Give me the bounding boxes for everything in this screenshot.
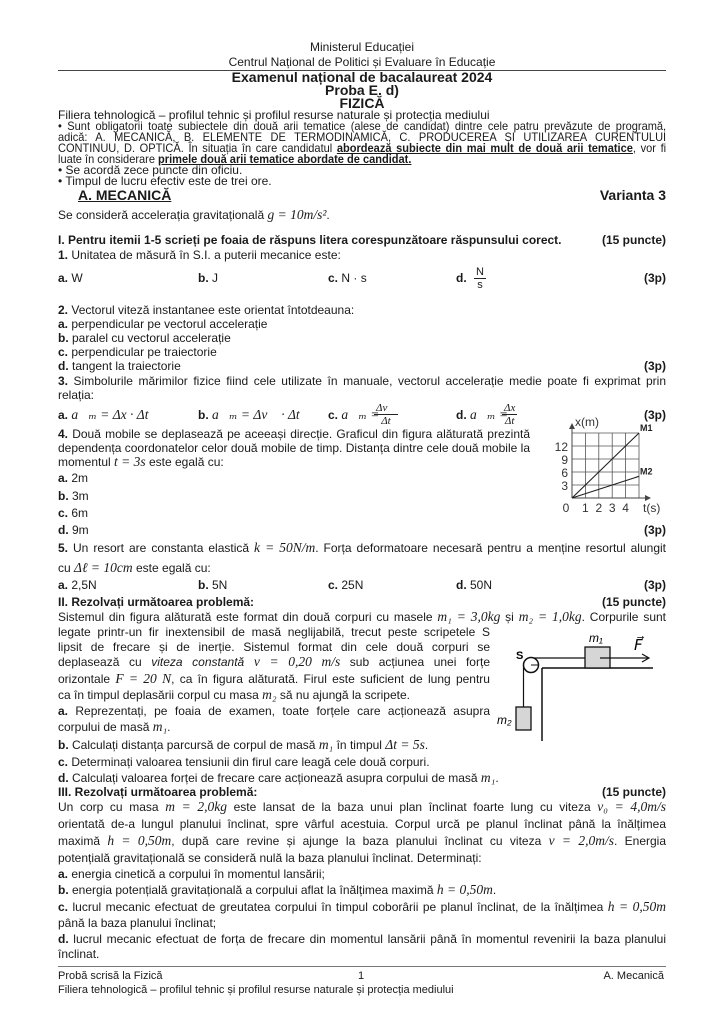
p3-item-b	[58, 883, 666, 897]
text: în timpul	[333, 738, 386, 752]
p3-line: potențială gravitațională se consideră nulă la baza planului înclinat. Determinați:	[58, 851, 482, 865]
q5-line	[58, 561, 666, 575]
title: III. Rezolvați următoarea problemă:	[58, 785, 258, 799]
p2-item-c	[58, 755, 666, 769]
opt-letter: b.	[198, 408, 209, 422]
points: (3p)	[644, 359, 666, 373]
formula: h = 0,50m	[107, 833, 172, 848]
text: energia potențială gravitațională a corpului aflat la înălțimea maximă	[68, 883, 437, 897]
formula: a⃗ₘ = Δv⃗ · Δt	[212, 407, 300, 422]
formula: t = 3s	[114, 454, 146, 469]
exam-title: Examenul național de bacalaureat 2024	[231, 69, 493, 85]
footer-right: A. Mecanică	[603, 970, 664, 982]
p3-line: orientată de-a lungul planului înclinat, spre vârful acestuia. Corpul urcă pe planul înclinat până la înălțimea	[58, 817, 666, 831]
text: lucrul mecanic efectuat de forța de frecare din momentul lansării până în momentul revenirii la baza planului	[68, 932, 666, 946]
opt-text: 6m	[68, 506, 89, 520]
x-tick-label: 0	[562, 501, 570, 515]
text: Reprezentați, pe foaia de examen, toate forțele care acționează asupra	[68, 704, 490, 718]
q5	[58, 541, 666, 555]
points: (15 puncte)	[601, 785, 666, 799]
formula: k = 50N/m	[254, 540, 316, 555]
footer-left: Probă scrisă la Fizică	[58, 970, 163, 982]
item-letter: a.	[58, 704, 69, 718]
item-letter: c.	[58, 900, 69, 914]
formula: m₁	[480, 770, 496, 785]
formula: Δℓ = 10cm	[74, 560, 133, 575]
p3-item-a	[58, 867, 666, 881]
y-tick-label: 3	[561, 479, 568, 493]
footer-rule	[58, 966, 666, 967]
text: deplasează cu	[58, 655, 152, 669]
denominator: Δt	[504, 415, 515, 427]
opt-letter: b.	[198, 271, 209, 285]
opt-letter: d.	[456, 578, 467, 592]
formula: m₂	[262, 687, 277, 702]
q-text: Vectorul viteză instantanee este orientat întotdeauna:	[68, 303, 355, 317]
formula: m₁	[318, 737, 334, 752]
text: .	[326, 208, 330, 222]
denominator: Δt	[381, 415, 391, 427]
formula: a⃗ₘ =	[341, 407, 380, 422]
q-text: Două mobile se deplasează pe aceeași direcție. Graficul din figura alăturată prezintă	[68, 427, 530, 441]
opt-letter: a.	[58, 578, 69, 592]
numerator: Δv⃗	[376, 402, 396, 414]
opt-letter: d.	[456, 408, 467, 422]
p2-item-a	[58, 704, 490, 718]
opt-text: 9m	[68, 523, 89, 537]
item-letter: d.	[58, 932, 69, 946]
text: Un resort are constanta elastică	[68, 541, 255, 555]
text: Un corp cu masa	[58, 800, 166, 814]
title: I. Pentru itemii 1-5 scrieți pe foaia de răspuns litera corespunzătoare răspunsului corect.	[58, 233, 562, 247]
emphasis: abordează subiecte din mai mult de două arii tematice	[336, 141, 633, 155]
text: Calculați valoarea forței de frecare care acționează asupra corpului de masă	[68, 771, 481, 785]
opt-letter: b.	[198, 578, 209, 592]
opt-text: 25N	[338, 578, 364, 592]
p3-line	[58, 800, 666, 814]
q-num: 4.	[58, 427, 69, 441]
emphasis: viteza constantă	[151, 655, 245, 669]
points: (3p)	[644, 408, 666, 422]
p3-item-d-cont: înclinat.	[58, 947, 100, 961]
x-tick-label: 2	[595, 501, 603, 515]
text: , vor fi	[632, 141, 667, 155]
text: .	[492, 883, 497, 897]
legend-label-m2: M2	[640, 466, 653, 477]
opt-letter: c.	[328, 408, 339, 422]
p3-item-c-cont: până la baza planului înclinat;	[58, 916, 217, 930]
opt-text: N · s	[341, 271, 367, 285]
points: (3p)	[644, 578, 666, 592]
q5-options	[58, 578, 666, 592]
text: . Corpurile sunt	[581, 610, 667, 624]
opt-letter: c.	[58, 506, 69, 520]
opt-letter: d.	[456, 271, 467, 285]
points: (3p)	[644, 523, 666, 537]
text: este egală cu:	[145, 455, 224, 469]
points: (3p)	[644, 271, 666, 285]
text: lucrul mecanic efectuat de greutatea corpului în timpul coborârii pe planul înclinat, de la înălțimea	[68, 900, 608, 914]
filiera: Filiera tehnologică – profilul tehnic și profilul resurse naturale și protecția mediului	[58, 108, 490, 122]
text: sub acțiunea unei forțe	[340, 655, 490, 669]
opt-text: 50N	[466, 578, 493, 592]
formula: Δt = 5s	[385, 737, 425, 752]
m1-label: m₁	[589, 631, 603, 645]
text: Sistemul din figura alăturată este format din două corpuri cu masele	[58, 610, 438, 624]
series-line-m1	[572, 433, 639, 498]
text: și	[500, 610, 519, 624]
text: , după care revine și ajunge la baza planului înclinat cu viteza	[171, 834, 549, 848]
subject: FIZICĂ	[339, 95, 385, 111]
emphasis: primele două arii tematice abordate de candidat.	[158, 152, 412, 166]
opt-text: 2m	[68, 471, 89, 485]
points: (15 puncte)	[601, 595, 666, 609]
text: Determinați valoarea tensiunii din firul care leagă cele două corpuri.	[68, 755, 430, 769]
opt-text: 3m	[68, 489, 89, 503]
formula: m₁ = 3,0kg	[437, 609, 501, 624]
p3-item-d	[58, 932, 666, 946]
text: , ca în figura alăturată. Firul este suficient de lung pentru	[171, 672, 490, 686]
footer-filiera: Filiera tehnologică – profilul tehnic și profilul resurse naturale și protecția mediului	[58, 984, 454, 996]
q-num: 3.	[58, 374, 69, 388]
m2-label: m₂	[497, 713, 512, 727]
opt-letter: c.	[328, 578, 339, 592]
points: (15 puncte)	[601, 233, 666, 247]
x-tick-label: 3	[608, 501, 616, 515]
section-label: A. MECANICĂ	[78, 187, 172, 203]
page-number: 1	[358, 970, 365, 982]
instructions-line: • Sunt obligatorii toate subiectele din două arii tematice (alese de candidat) dintre cele patru prevăzute de programă,	[58, 119, 667, 133]
numerator: Δx	[504, 402, 516, 414]
text: energia cinetică a corpului în momentul lansării;	[68, 867, 325, 881]
p2-line: legate printr-un fir inextensibil de masă neglijabilă, trecut peste scripetele S	[58, 625, 490, 639]
part3-title	[58, 785, 666, 799]
instructions-line: adică: A. MECANICĂ, B. ELEMENTE DE TERMODINAMICĂ, C. PRODUCEREA ȘI UTILIZAREA CURENTULUI	[58, 130, 667, 144]
item-letter: b.	[58, 738, 69, 752]
instruction-bonus: • Se acordă zece puncte din oficiu.	[58, 163, 243, 177]
p2-item-d	[58, 771, 666, 785]
q-text: Simbolurile mărimilor fizice fiind cele utilizate în manuale, vectorul accelerație medie poate fi exprimat prin	[68, 374, 666, 388]
item-letter: b.	[58, 883, 69, 897]
formula: v₀ = 4,0m/s	[597, 799, 666, 814]
q4-line: dependența coordonatelor celor două mobile de timp. Distanța dintre cele două mobile la	[58, 441, 530, 455]
denominator: s	[477, 279, 483, 291]
opt-text: perpendicular pe vectorul accelerație	[68, 317, 268, 331]
opt-text: W	[71, 271, 83, 285]
formula: a⃗ₘ = Δx · Δt	[71, 407, 149, 422]
formula: m₁	[152, 719, 168, 734]
text: luate în considerare	[58, 152, 159, 166]
opt-letter: a.	[58, 271, 69, 285]
p3-item-c	[58, 900, 666, 914]
opt-letter: a.	[58, 408, 69, 422]
formula: v = 2,0m/s	[548, 833, 614, 848]
text: ca în timpul deplasării corpul cu masa	[58, 688, 263, 702]
opt-text: J	[212, 271, 219, 285]
opt-letter: a.	[58, 317, 69, 331]
opt-text: paralel cu vectorul accelerație	[68, 331, 231, 345]
center-name: Centrul Național de Politici și Evaluare în Educație	[228, 55, 496, 69]
ministry: Ministerul Educației	[309, 40, 415, 54]
formula: m = 2,0kg	[165, 799, 227, 814]
opt-letter: b.	[58, 489, 69, 503]
p2-line	[58, 655, 490, 669]
pulley-figure	[480, 625, 670, 745]
block-m2	[516, 707, 531, 730]
footer-line	[58, 969, 666, 983]
opt-letter: d.	[58, 523, 69, 537]
variant: Varianta 3	[599, 187, 666, 203]
text: .	[424, 738, 429, 752]
opt-text: 2,5N	[68, 578, 97, 592]
q-num: 5.	[58, 541, 69, 555]
text: momentul	[58, 455, 115, 469]
text: Calculați distanța parcursă de corpul de masă	[68, 738, 319, 752]
opt-letter: c.	[58, 345, 69, 359]
formula: h = 0,50m	[607, 899, 667, 914]
text: maximă	[58, 834, 108, 848]
numerator: N	[476, 266, 484, 278]
instruction-time: • Timpul de lucru efectiv este de trei ore.	[58, 174, 272, 188]
series-line-m2	[572, 476, 639, 498]
legend-label-m1: M1	[640, 423, 653, 433]
opt-text: tangent la traiectorie	[68, 359, 181, 373]
q-num: 1.	[58, 248, 69, 262]
text: este lansat de la baza unui plan înclinat foarte lung cu viteza	[226, 800, 598, 814]
x-axis-label: t(s)	[643, 501, 661, 515]
y-tick-label: 12	[554, 440, 568, 454]
title: II. Rezolvați următoarea problemă:	[58, 595, 255, 609]
opt-letter: c.	[328, 271, 339, 285]
opt-letter: a.	[58, 471, 69, 485]
text: Se consideră accelerația gravitațională	[58, 208, 268, 222]
q3-text2: relația:	[58, 388, 95, 402]
x-tick-label: 4	[622, 501, 629, 515]
y-tick-label: 6	[561, 466, 568, 480]
text: .	[495, 771, 499, 785]
text: este egală cu:	[132, 561, 211, 575]
text: . Energia	[614, 834, 667, 848]
formula: m₂ = 1,0kg	[518, 609, 582, 624]
p3-line	[58, 834, 666, 848]
item-letter: c.	[58, 755, 69, 769]
text: CONTINUU, D. OPTICĂ. În situația în care candidatul	[58, 141, 337, 155]
p2-line	[58, 672, 490, 686]
item-letter: a.	[58, 867, 69, 881]
text: cu	[58, 561, 75, 575]
part2-title	[58, 595, 666, 609]
text: să nu ajungă la scripete.	[276, 688, 410, 702]
force-label: F⃗	[634, 637, 643, 654]
formula: a⃗ₘ =	[470, 407, 509, 422]
opt-text: perpendicular pe traiectorie	[68, 345, 217, 359]
text: . Forța deformatoare necesară pentru a menține resortul alungit	[315, 541, 666, 555]
opt-letter: d.	[58, 359, 69, 373]
y-axis-label: x(m)	[575, 415, 599, 429]
opt-text: 5N	[208, 578, 228, 592]
q-num: 2.	[58, 303, 69, 317]
formula: F = 20 N	[115, 671, 172, 686]
text: orizontale	[58, 672, 116, 686]
q-text: Unitatea de măsură în S.I. a puterii mecanice este:	[68, 248, 341, 262]
p2-line: lipsit de frecare și de inerție. Sistemul format din cele două corpuri se	[58, 640, 490, 654]
item-letter: d.	[58, 771, 69, 785]
pulley-label: S	[516, 650, 524, 662]
opt-letter: b.	[58, 331, 69, 345]
formula: g = 10m/s²	[267, 207, 327, 222]
text: .	[167, 720, 171, 734]
text: corpului de masă	[58, 720, 153, 734]
formula: v = 0,20 m/s	[244, 654, 341, 669]
x-tick-label: 1	[582, 501, 589, 515]
formula: h = 0,50m	[436, 882, 493, 897]
proba: Proba E. d)	[325, 82, 399, 98]
y-tick-label: 9	[561, 453, 568, 467]
p2-line	[58, 610, 666, 624]
